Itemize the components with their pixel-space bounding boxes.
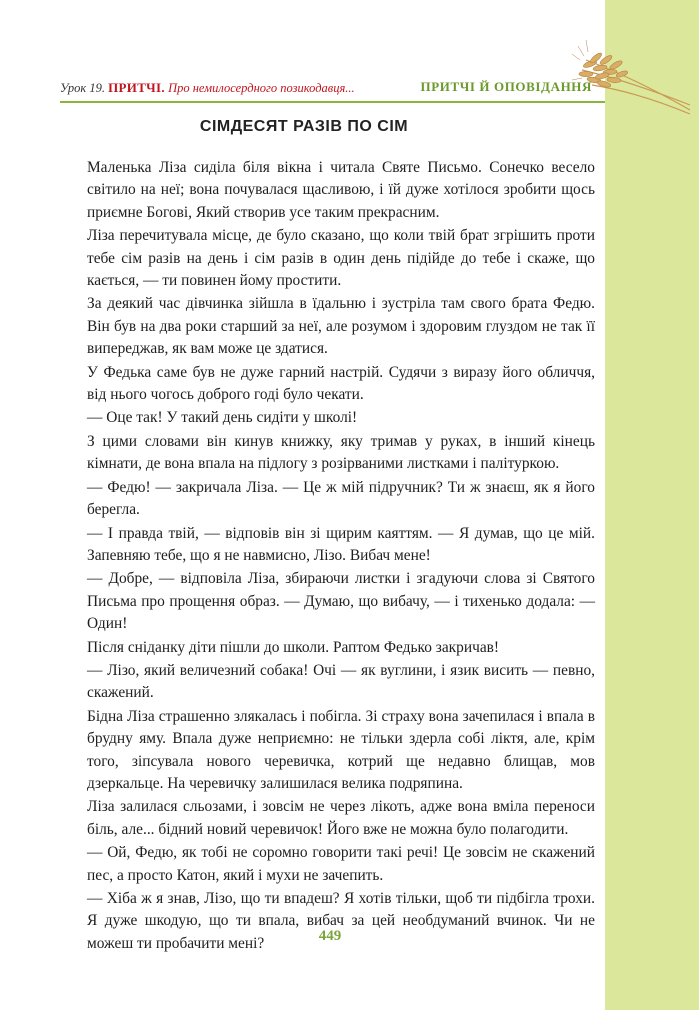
paragraph: — Оце так! У такий день сидіти у школі! — [87, 409, 358, 427]
section-label: ПРИТЧІ. — [108, 80, 165, 95]
paragraph: У Федька саме був не дуже гарний настрій. Судячи з виразу його обличчя, від нього чогось доброго годі було чекати. — [87, 363, 595, 404]
story-text — [87, 157, 595, 956]
paragraph: Маленька Ліза сиділа біля вікна і читала Святе Письмо. Сонечко весело світило на неї; вона почувалася щасливою, і їй дуже хотілося зробити щось приємне Богові, Який створив усе таким прекрасним. — [87, 159, 595, 221]
paragraph: Бідна Ліза страшенно злякалась і побігла. Зі страху вона зачепилася і впала в брудну яму. Впала дуже неприємно: не тільки здерла собі ліктя, але, крім того, зіпсувала нового черевичка, котрий ще недавно блищав, мов дзеркальце. На черевичку залишилася велика подряпина. — [87, 707, 595, 792]
paragraph: — Добре, — відповіла Ліза, збираючи листки і згадуючи слова зі Святого Письма про прощення образ. — Думаю, що вибачу, — і тихенько додала: — Один! — [87, 570, 595, 633]
paragraph: З цими словами він кинув книжку, яку тримав у руках, в інший кінець кімнати, де вона впала на підлогу з розірваними листками і палітуркою. — [87, 432, 595, 473]
paragraph: — Хіба ж я знав, Лізо, що ти впадеш? Я хотів тільки, щоб ти підбігла трохи. Я дуже шкодую, що ти впала, вибач за цей необдуманий вчинок. Чи не можеш ти пробачити мені? — [87, 890, 595, 952]
page-header — [60, 74, 596, 100]
story-title: СІМДЕСЯТ РАЗІВ ПО СІМ — [199, 118, 409, 135]
page-number: 449 — [318, 928, 342, 944]
paragraph: — Федю! — закричала Ліза. — Це ж мій підручник? Ти ж знаєш, як я його берегла. — [87, 478, 595, 519]
paragraph: За деякий час дівчинка зійшла в їдальню і зустріла там свого брата Федю. Він був на два роки старший за неї, але розумом і здоровим глуздом не так її випереджав, як вам може це здатися. — [87, 295, 595, 358]
paragraph: — Ой, Федю, як тобі не соромно говорити такі речі! Це зовсім не скажений пес, а просто Катон, який і мухи не зачепить. — [87, 844, 595, 884]
side-band — [605, 0, 699, 1010]
paragraph: — І правда твій, — відповів він зі щирим каяттям. — Я думав, що це мій. Запевняю тебе, що я не навмисно, Лізо. Вибач мене! — [87, 524, 595, 564]
paragraph: — Лізо, який величезний собака! Очі — як вуглини, і язик висить — певно, скажений. — [87, 661, 595, 702]
header-left — [60, 80, 355, 96]
paragraph: Ліза залилася сльозами, і зовсім не через лікоть, адже вона вміла переноси біль, але... бідний новий черевичок! Його вже не можна було полагодити. — [87, 798, 595, 838]
header-right-title: ПРИТЧІ Й ОПОВІДАННЯ — [420, 79, 592, 94]
lesson-label: Урок 19. — [60, 81, 106, 95]
paragraph: Ліза перечитувала місце, де було сказано, що коли твій брат згрішить проти тебе сім разів на день і сім разів в один день підійде до тебе і скаже, що кається, — ти повинен йому простити. — [87, 227, 595, 290]
section-subtitle: Про немилосердного позикодавця... — [168, 81, 355, 95]
header-rule — [60, 101, 605, 103]
paragraph: Після сніданку діти пішли до школи. Раптом Федько закричав! — [87, 638, 500, 656]
